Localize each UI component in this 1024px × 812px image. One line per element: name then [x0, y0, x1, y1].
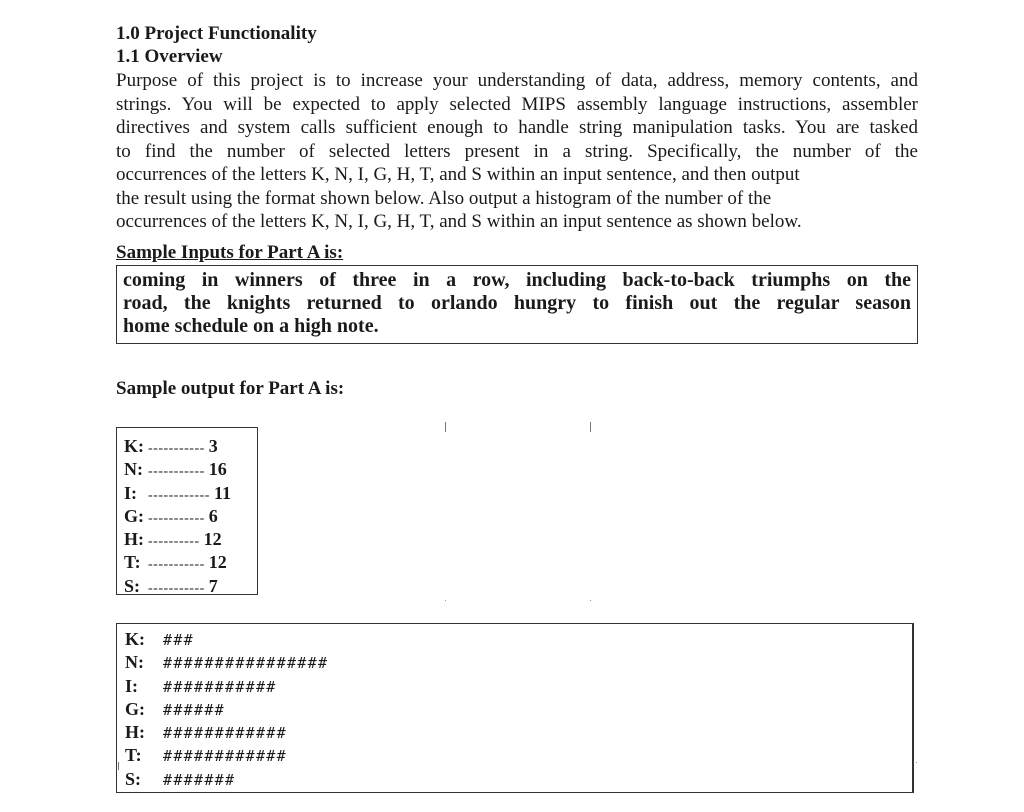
count-row: S: ----------- 7	[124, 575, 218, 596]
ruler-tick	[445, 422, 446, 432]
histogram-row: N: ################	[125, 652, 329, 673]
count-row: G: ----------- 6	[124, 505, 218, 526]
count-row: N: ----------- 16	[124, 459, 227, 480]
histogram-row: G: ######	[125, 698, 225, 719]
sample-output-label: Sample output for Part A is:	[116, 378, 345, 399]
count-row: H: ---------- 12	[124, 529, 222, 550]
overview-line: occurrences of the letters K, N, I, G, H, T, and S within an input sentence as shown below.	[116, 211, 802, 232]
overview-line: to find the number of selected letters present in a string. Specifically, the number of the	[116, 140, 918, 162]
overview-line: strings. You will be expected to apply selected MIPS assembly language instructions, assembler	[116, 93, 918, 115]
histogram-row: T: ############	[125, 745, 287, 766]
histogram-row: H: ############	[125, 722, 287, 743]
histogram-output	[116, 623, 914, 793]
ruler-tick	[590, 422, 591, 432]
sample-input-box	[116, 265, 918, 344]
overview-line: Purpose of this project is to increase your understanding of data, address, memory contents, and	[116, 70, 918, 91]
document-body	[116, 22, 918, 344]
ruler-dot	[445, 600, 446, 601]
subsection-heading: 1.1 Overview	[116, 46, 223, 67]
count-row: I: ------------ 11	[124, 482, 231, 503]
ruler-dot	[916, 762, 917, 763]
histogram-row: I: ###########	[125, 675, 277, 696]
sample-input-line: coming in winners of three in a row, including back-to-back triumphs on the	[123, 268, 911, 291]
sample-input-label: Sample Inputs for Part A is:	[116, 241, 344, 263]
overview-line: directives and system calls sufficient enough to handle string manipulation tasks. You are tasked	[116, 117, 918, 138]
overview-line: the result using the format shown below. Also output a histogram of the number of the	[116, 187, 772, 209]
count-row: T: ----------- 12	[124, 552, 227, 573]
overview-line: occurrences of the letters K, N, I, G, H, T, and S within an input sentence, and then output	[116, 164, 800, 185]
histogram-row: S: #######	[125, 768, 236, 789]
count-row: K: ----------- 3	[124, 436, 218, 456]
overview-paragraph	[116, 69, 918, 234]
sample-input-line: road, the knights returned to orlando hungry to finish out the regular season	[123, 291, 911, 314]
histogram-row: K: ###	[125, 629, 194, 649]
letter-count-output	[116, 427, 258, 595]
section-heading: 1.0 Project Functionality	[116, 23, 317, 44]
sample-input-line: home schedule on a high note.	[123, 314, 379, 337]
ruler-dot	[590, 600, 591, 601]
